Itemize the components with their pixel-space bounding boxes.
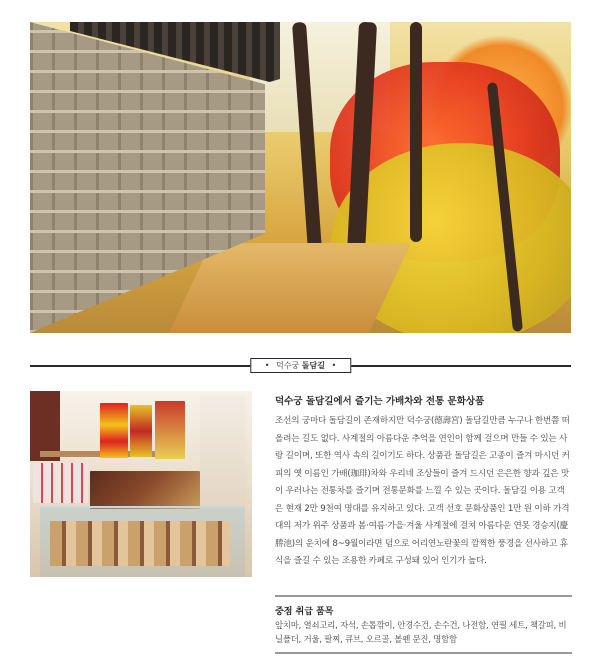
hero-photo-stone-wall-autumn (30, 22, 571, 333)
article-heading: 덕수궁 돌담길에서 즐기는 가배차와 전통 문화상품 (275, 396, 485, 407)
tree-trunk (410, 22, 422, 242)
featured-items-list: 앞치마, 열쇠고리, 자석, 손톱깎이, 안경수건, 손수건, 나전함, 연필 세트, 책갈피, 비닐폴더, 거울, 팔찌, 큐브, 오르골, 볼펜 문진, 명함함 (275, 620, 567, 644)
article-body: 조선의 궁마다 돌담길이 존재하지만 덕수궁(德壽宮) 돌담길만큼 누구나 한번쯤 떠올려는 길도 없다. 사계절의 아름다운 추억을 연인이 함께 걸으며 만들 수 있는 사랑 길이며, 또한 역사 속의 길이기도 하다. 상품관 돌담길은 고종이 즐겨 마시던 커피의 옛 이름인 가배(珈琲)차와 우리네 조상들이 즐겨 드시던 은은한 향과 깊은 맛이 우러나는 전통차를 즐기며 전통문화를 느낄 수 있는 곳이다. 돌담길 이용 고객은 현재 2만 9천여 명대를 유지하고 있다. 고객 선호 문화상품인 1만 원 이하 가격대의 저가 위주 상품과 봄·여름·가을·겨울 사계절에 걸쳐 아름다운 연못 경승지(慶勝池)의 운치에 8~9월이라면 덤으로 어리연노란꽃의 깜찍한 풍경을 선사하고 휴식을 즐길 수 있는 조용한 카페로 구성돼 있어 인기가 높다. (275, 416, 570, 566)
product-boxes (100, 403, 128, 458)
section-label-prefix: 덕수궁 (276, 361, 300, 370)
product-boxes (155, 401, 185, 459)
shop-interior-photo (30, 391, 252, 577)
section-label (250, 358, 351, 373)
section-divider (30, 358, 571, 372)
bullet-icon: • (264, 361, 270, 370)
display-tray (90, 471, 200, 509)
featured-items-title: 중점 취급 품목 (275, 607, 334, 617)
glass-cabinet (200, 396, 245, 506)
items-top-rule (275, 595, 572, 597)
product-boxes (130, 405, 152, 457)
souvenir-display (50, 521, 230, 566)
article (275, 393, 572, 571)
items-bottom-rule (275, 652, 572, 654)
section-label-title: 돌담길 (301, 361, 325, 370)
cup-display (33, 463, 88, 503)
bullet-icon: • (331, 361, 337, 370)
